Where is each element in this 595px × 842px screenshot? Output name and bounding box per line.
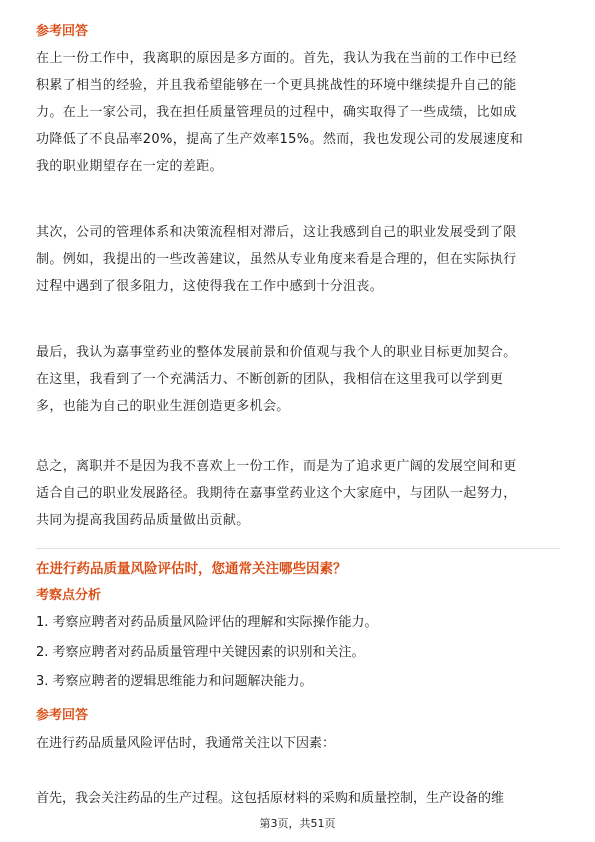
text-line: 功降低了不良品率20%，提高了生产效率15%。然而，我也发现公司的发展速度和 <box>36 132 524 147</box>
answer-intro: 在进行药品质量风险评估时，我通常关注以下因素： <box>36 736 336 751</box>
answer-paragraph-2 <box>36 219 564 300</box>
section-divider <box>36 548 560 549</box>
text-line: 多，也能为自己的职业生涯创造更多机会。 <box>36 399 290 414</box>
answer-paragraph-1 <box>36 45 564 180</box>
text-line: 我的职业期望存在一定的差距。 <box>36 159 223 174</box>
text-line: 在上一份工作中，我离职的原因是多方面的。首先，我认为我在当前的工作中已经 <box>36 51 517 66</box>
answer-paragraph-3 <box>36 339 564 420</box>
analysis-label: 考察点分析 <box>36 588 102 603</box>
text-line: 制。例如，我提出的一些改善建议，虽然从专业角度来看是合理的，但在实际执行 <box>36 252 517 267</box>
text-line: 共同为提高我国药品质量做出贡献。 <box>36 513 250 528</box>
text-line: 最后，我认为嘉事堂药业的整体发展前景和价值观与我个人的职业目标更加契合。 <box>36 345 517 360</box>
answer-label: 参考回答 <box>36 708 89 723</box>
answer-paragraph-4 <box>36 453 564 534</box>
text-line: 在这里，我看到了一个充满活力、不断创新的团队，我相信在这里我可以学到更 <box>36 372 504 387</box>
analysis-item: 3. 考察应聘者的逻辑思维能力和问题解决能力。 <box>36 674 313 689</box>
text-line: 总之，离职并不是因为我不喜欢上一份工作，而是为了追求更广阔的发展空间和更 <box>36 459 517 474</box>
text-line: 其次，公司的管理体系和决策流程相对滞后，这让我感到自己的职业发展受到了限 <box>36 225 517 240</box>
text-line: 力。在上一家公司，我在担任质量管理员的过程中，确实取得了一些成绩，比如成 <box>36 105 517 120</box>
text-line: 积累了相当的经验，并且我希望能够在一个更具挑战性的环境中继续提升自己的能 <box>36 78 517 93</box>
analysis-item: 1. 考察应聘者对药品质量风险评估的理解和实际操作能力。 <box>36 615 378 630</box>
analysis-item: 2. 考察应聘者对药品质量管理中关键因素的识别和关注。 <box>36 645 365 660</box>
text-line: 过程中遇到了很多阻力，这使得我在工作中感到十分沮丧。 <box>36 279 384 294</box>
page-indicator: 第3页，共51页 <box>259 817 336 830</box>
answer-label: 参考回答 <box>36 24 89 39</box>
text-line: 适合自己的职业发展路径。我期待在嘉事堂药业这个大家庭中，与团队一起努力， <box>36 486 517 501</box>
answer-first-line: 首先，我会关注药品的生产过程。这包括原材料的采购和质量控制，生产设备的维 <box>36 791 505 806</box>
question-heading: 在进行药品质量风险评估时，您通常关注哪些因素？ <box>36 561 347 577</box>
